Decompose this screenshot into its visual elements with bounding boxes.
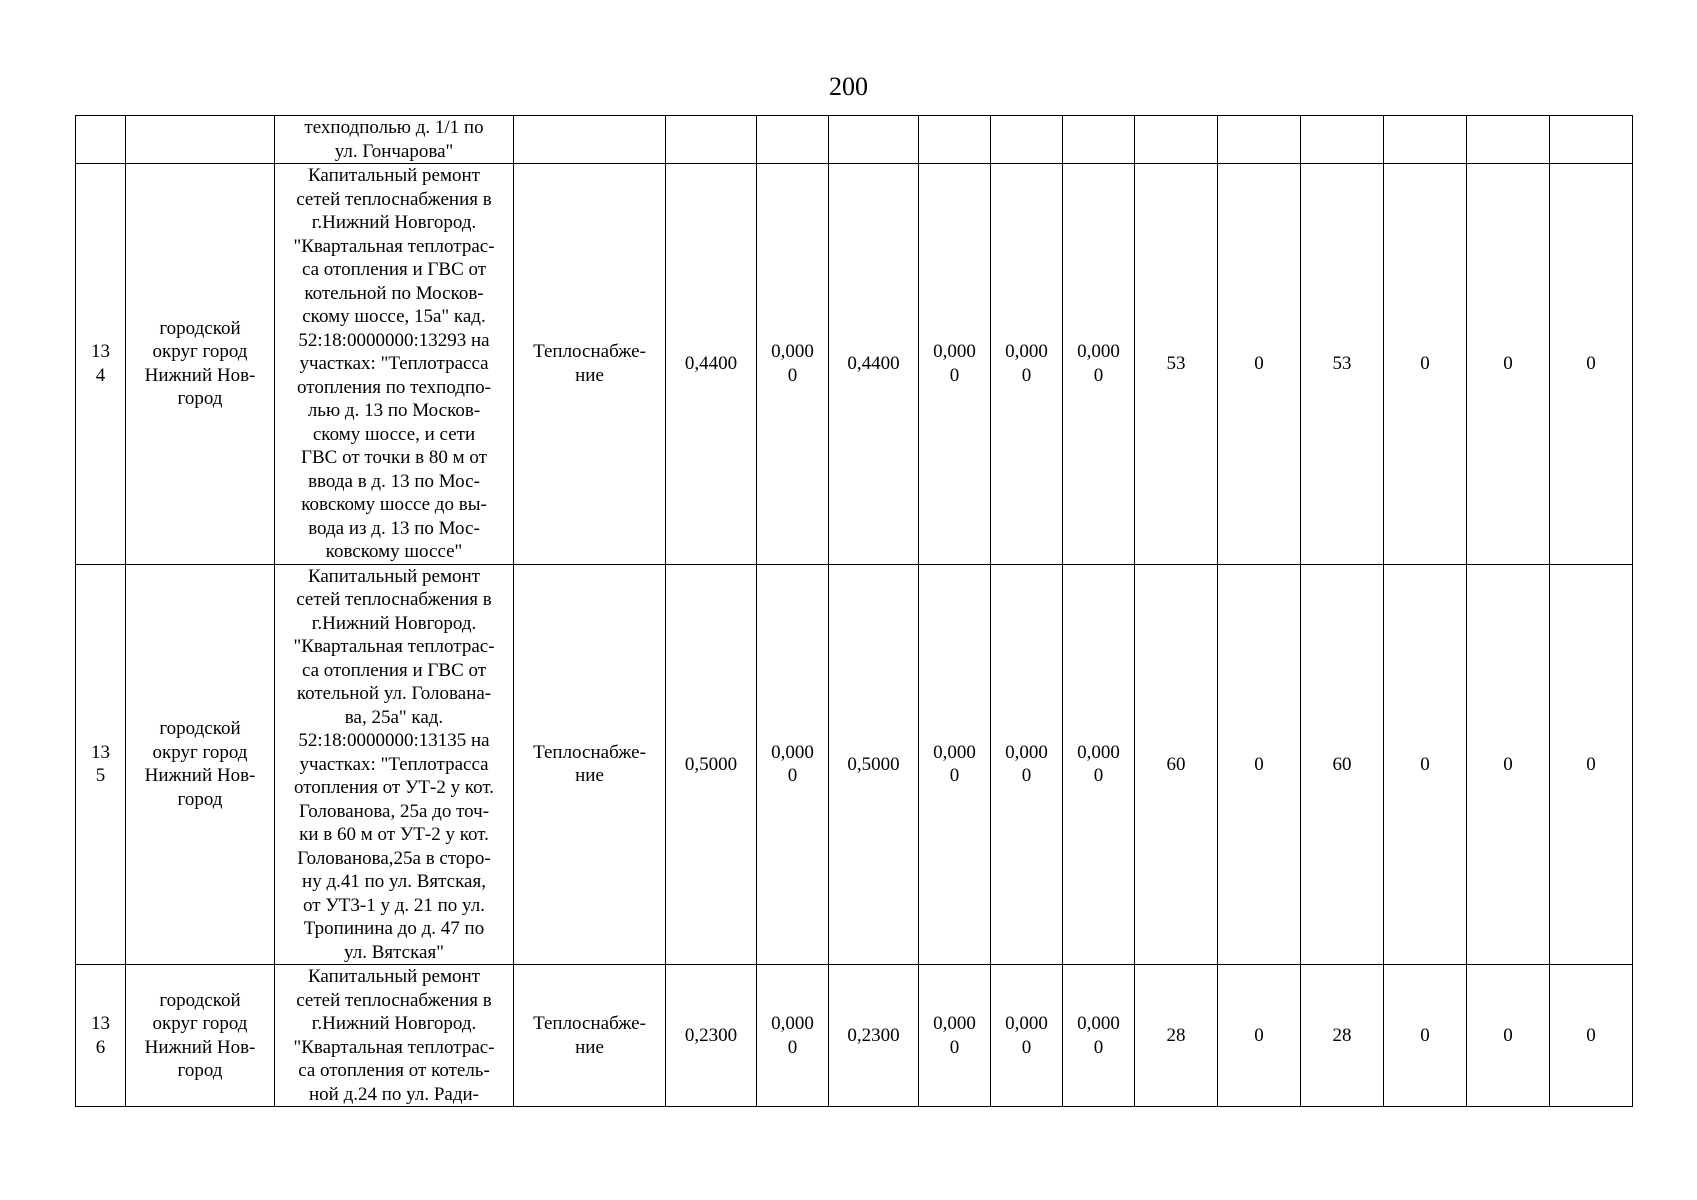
- value-cell: [757, 116, 829, 164]
- value-cell: [666, 116, 757, 164]
- value-cell: 0,000 0: [1063, 564, 1135, 965]
- table-row: [76, 965, 1633, 1107]
- row-number: 13 6: [76, 965, 126, 1107]
- value-cell: 53: [1301, 164, 1384, 565]
- value-cell: 0,5000: [829, 564, 919, 965]
- value-cell: 0,000 0: [757, 564, 829, 965]
- value-cell: 0,4400: [666, 164, 757, 565]
- service-type-cell: Теплоснабже- ние: [514, 164, 666, 565]
- value-cell: [991, 116, 1063, 164]
- value-cell: 0,2300: [666, 965, 757, 1107]
- row-number: 13 4: [76, 164, 126, 565]
- value-cell: 0: [1218, 164, 1301, 565]
- row-number: [76, 116, 126, 164]
- value-cell: 0,4400: [829, 164, 919, 565]
- value-cell: [1384, 116, 1467, 164]
- row-number: 13 5: [76, 564, 126, 965]
- value-cell: 0: [1550, 965, 1633, 1107]
- data-table: [75, 115, 1633, 1107]
- value-cell: 0: [1218, 564, 1301, 965]
- value-cell: 0,000 0: [919, 965, 991, 1107]
- object-description-cell: Капитальный ремонт сетей теплоснабжения в г.Нижний Новгород. "Квартальная теплотрас- са отопления и ГВС от котельной по Москов- скому шоссе, 15а" кад. 52:18:0000000:13293 на участках: "Теплотрасса отопления по техподпо- лью д. 13 по Москов- скому шоссе, и сети ГВС от точки в 80 м от ввода в д. 13 по Мос- ковскому шоссе до вы- вода из д. 13 по Мос- ковскому шоссе": [275, 164, 514, 565]
- value-cell: 0: [1467, 164, 1550, 565]
- value-cell: 0,2300: [829, 965, 919, 1107]
- value-cell: 0,5000: [666, 564, 757, 965]
- value-cell: 0,000 0: [991, 564, 1063, 965]
- value-cell: [919, 116, 991, 164]
- value-cell: 0,000 0: [991, 965, 1063, 1107]
- value-cell: 0: [1384, 965, 1467, 1107]
- object-description-cell: техподполью д. 1/1 по ул. Гончарова": [275, 116, 514, 164]
- object-description-cell: Капитальный ремонт сетей теплоснабжения в г.Нижний Новгород. "Квартальная теплотрас- са отопления и ГВС от котельной ул. Голована- ва, 25а" кад. 52:18:0000000:13135 на участках: "Теплотрасса отопления от УТ-2 у кот. Голованова, 25а до точ- ки в 60 м от УТ-2 у кот. Голованова,25а в сторо- ну д.41 по ул. Вятская, от УТ3-1 у д. 21 по ул. Тропинина до д. 47 по ул. Вятская": [275, 564, 514, 965]
- value-cell: [1063, 116, 1135, 164]
- service-type-cell: Теплоснабже- ние: [514, 965, 666, 1107]
- table-row: [76, 116, 1633, 164]
- value-cell: 53: [1135, 164, 1218, 565]
- value-cell: 0: [1550, 564, 1633, 965]
- value-cell: 0,000 0: [991, 164, 1063, 565]
- value-cell: 0,000 0: [919, 164, 991, 565]
- municipality-cell: городской округ город Нижний Нов- город: [126, 564, 275, 965]
- value-cell: 28: [1301, 965, 1384, 1107]
- table-row: [76, 164, 1633, 565]
- object-description-cell: Капитальный ремонт сетей теплоснабжения в г.Нижний Новгород. "Квартальная теплотрас- са отопления от котель- ной д.24 по ул. Ради-: [275, 965, 514, 1107]
- value-cell: [829, 116, 919, 164]
- municipality-cell: городской округ город Нижний Нов- город: [126, 965, 275, 1107]
- value-cell: 0,000 0: [919, 564, 991, 965]
- municipality-cell: городской округ город Нижний Нов- город: [126, 164, 275, 565]
- value-cell: 0: [1467, 564, 1550, 965]
- value-cell: [1550, 116, 1633, 164]
- service-type-cell: Теплоснабже- ние: [514, 564, 666, 965]
- value-cell: 0: [1467, 965, 1550, 1107]
- value-cell: [1218, 116, 1301, 164]
- value-cell: [1301, 116, 1384, 164]
- value-cell: 0: [1384, 164, 1467, 565]
- value-cell: [1135, 116, 1218, 164]
- value-cell: 60: [1135, 564, 1218, 965]
- value-cell: [1467, 116, 1550, 164]
- value-cell: 0,000 0: [757, 965, 829, 1107]
- service-type-cell: [514, 116, 666, 164]
- value-cell: 0: [1550, 164, 1633, 565]
- page-number: 200: [829, 72, 868, 101]
- value-cell: 0,000 0: [757, 164, 829, 565]
- value-cell: 60: [1301, 564, 1384, 965]
- municipality-cell: [126, 116, 275, 164]
- table-row: [76, 564, 1633, 965]
- value-cell: 0: [1384, 564, 1467, 965]
- value-cell: 0,000 0: [1063, 164, 1135, 565]
- value-cell: 0,000 0: [1063, 965, 1135, 1107]
- value-cell: 0: [1218, 965, 1301, 1107]
- value-cell: 28: [1135, 965, 1218, 1107]
